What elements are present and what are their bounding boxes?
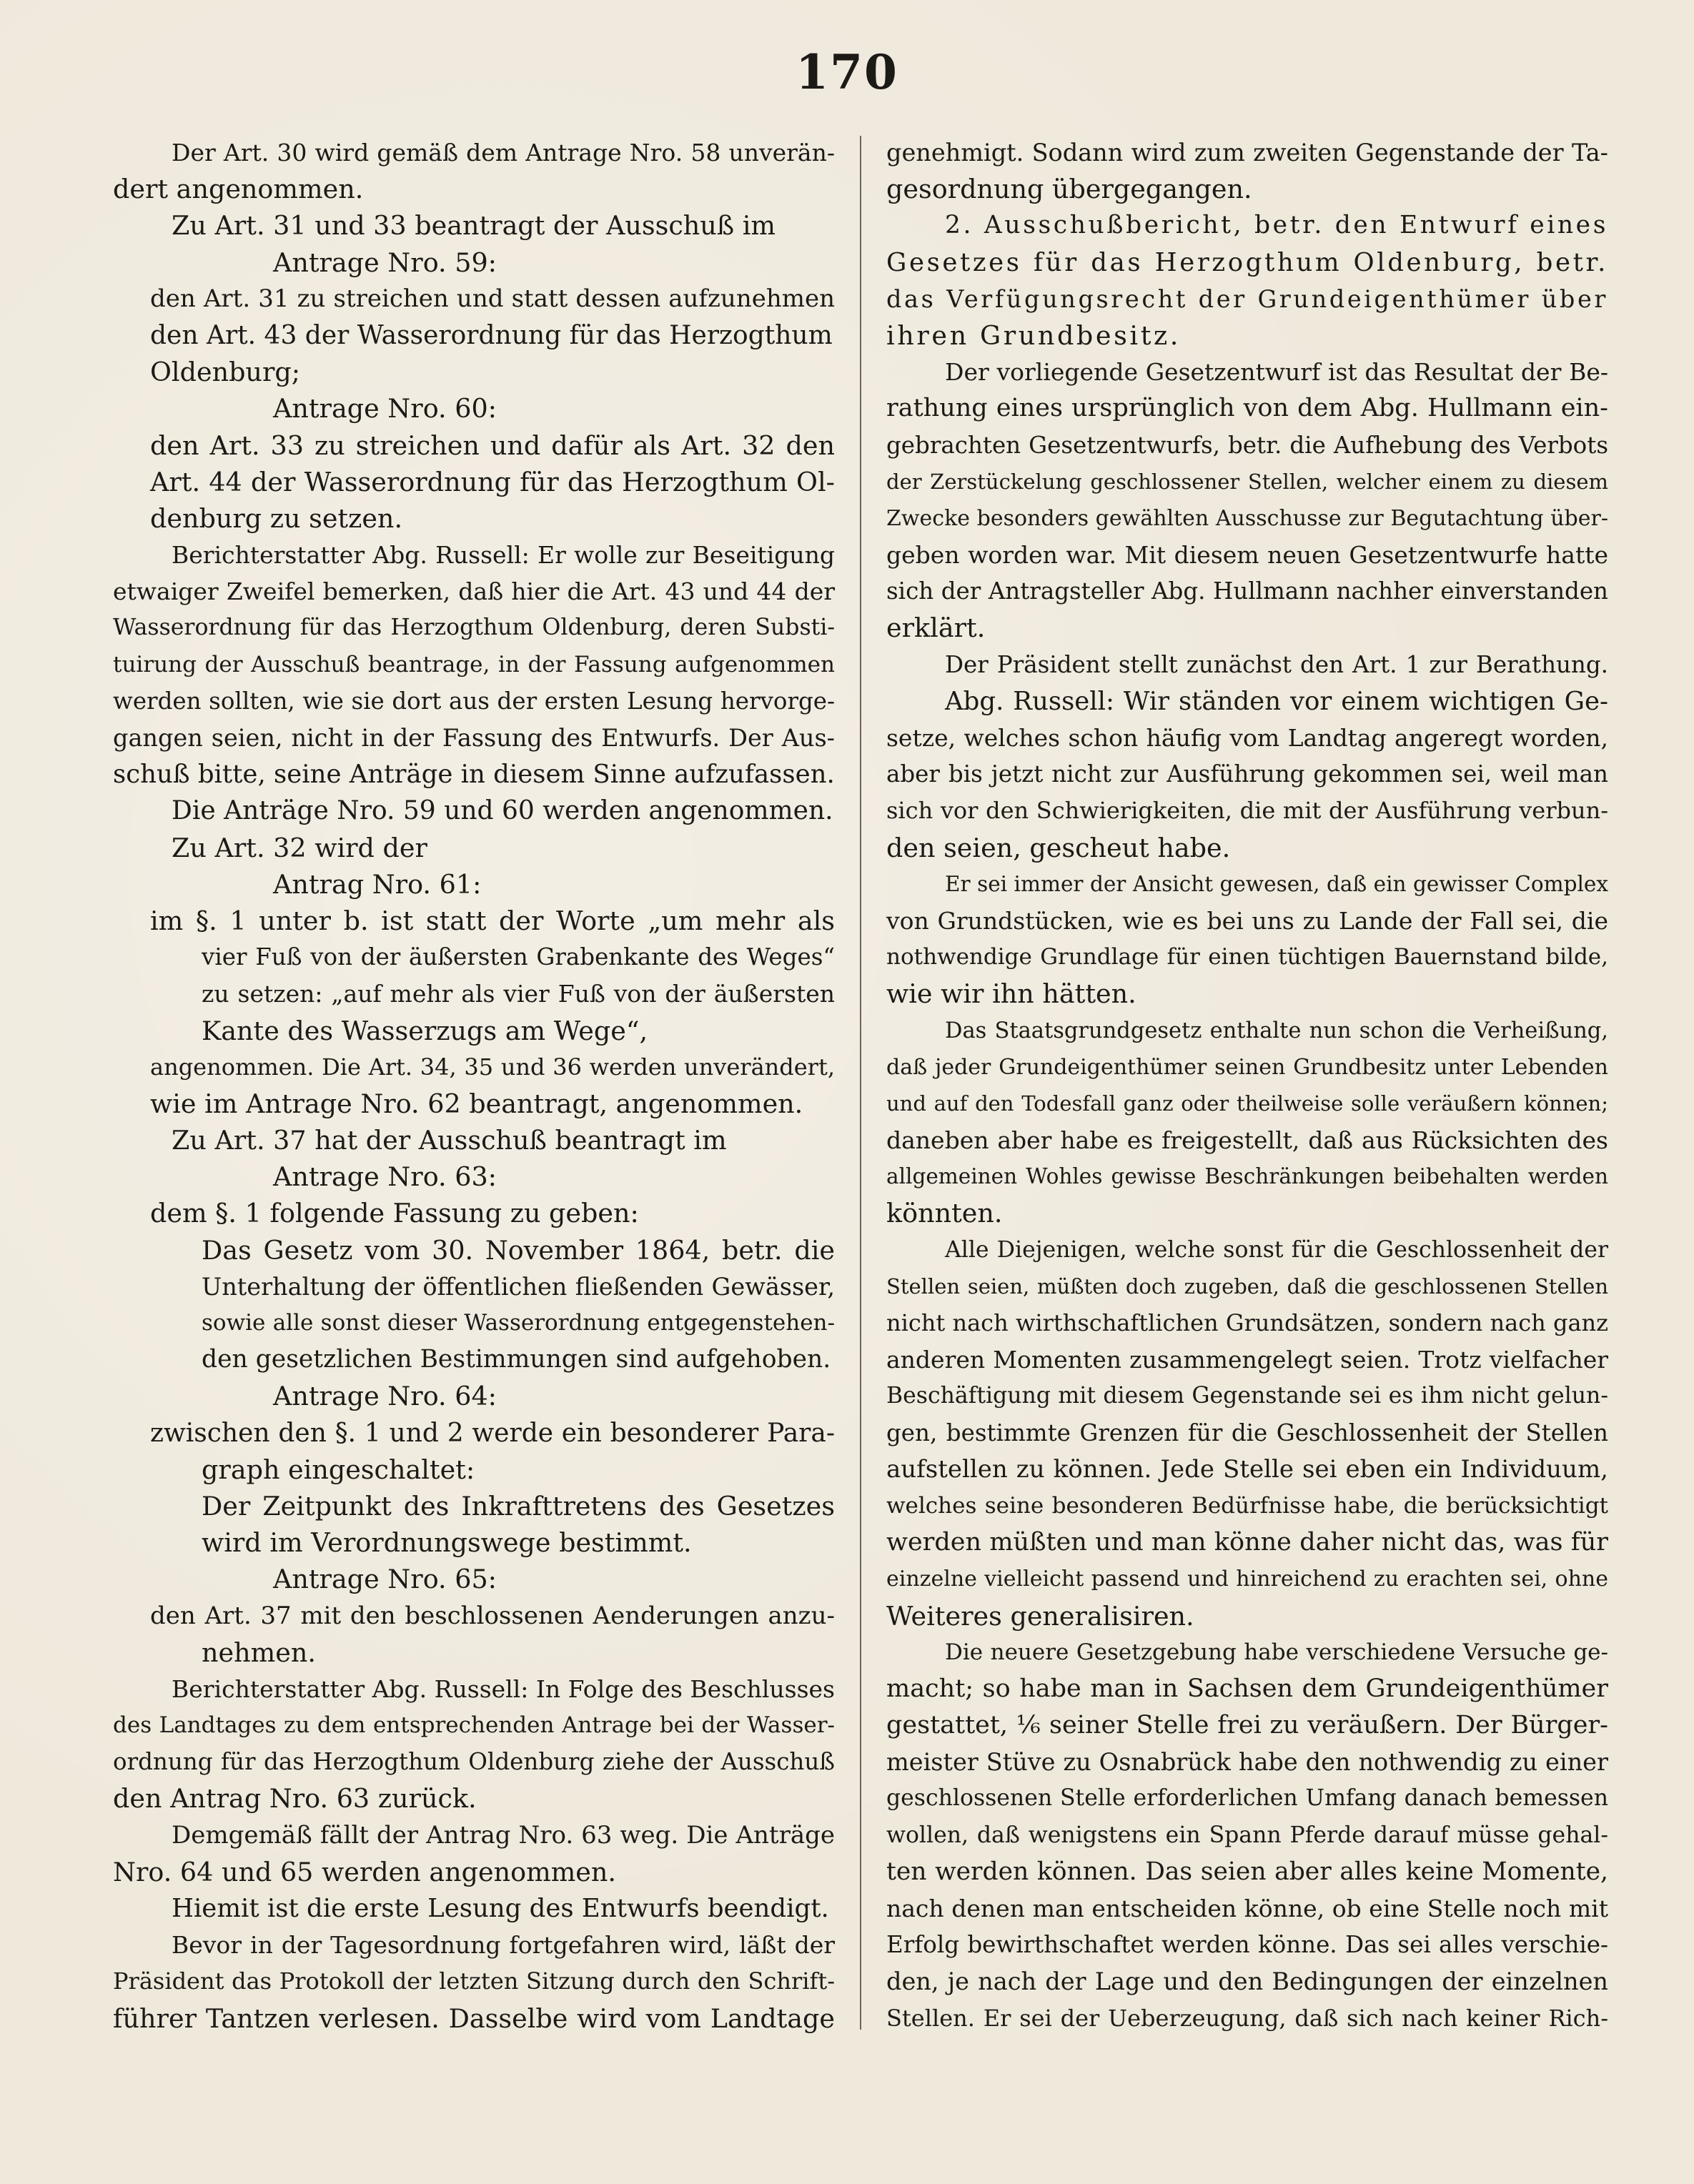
text-line: allgemeinen Wohles gewisse Beschränkungen beibehalten werden (886, 1164, 1608, 1189)
text-line: Der Zeitpunkt des Inkrafttretens des Gesetzes (202, 1490, 835, 1522)
text-line: Die Anträge Nro. 59 und 60 werden angenommen. (172, 796, 833, 826)
text-line: Er sei immer der Ansicht gewesen, daß ein gewisser Complex (945, 871, 1608, 896)
text-line: Wasserordnung für das Herzogthum Oldenburg, deren Substi- (113, 615, 835, 641)
text-line: ordnung für das Herzogthum Oldenburg ziehe der Ausschuß (113, 1748, 835, 1776)
text-line: wie im Antrage Nro. 62 beantragt, angenommen. (150, 1088, 803, 1119)
text-line: zwischen den §. 1 und 2 werde ein besonderer Para- (150, 1418, 835, 1448)
text-line: setze, welches schon häufig vom Landtag angeregt worden, (886, 724, 1608, 752)
text-line: 2. Ausschußbericht, betr. den Entwurf eines (945, 211, 1608, 240)
text-line: welches seine besonderen Bedürfnisse habe, die berücksichtigt (886, 1492, 1608, 1519)
text-line: im §. 1 unter b. ist statt der Worte „um mehr als (150, 905, 835, 936)
text-line: daneben aber habe es freigestellt, daß aus Rücksichten des (886, 1126, 1608, 1155)
text-line: Antrage Nro. 59: (273, 247, 497, 278)
text-line: Unterhaltung der öffentlichen fließenden Gewässer, (202, 1272, 835, 1301)
text-line: Bevor in der Tagesordnung fortgefahren wird, läßt der (172, 1931, 835, 1960)
page-number: 170 (796, 44, 898, 100)
text-line: gesordnung übergegangen. (886, 174, 1252, 205)
text-line: Der Art. 30 wird gemäß dem Antrage Nro. 58 unverän- (172, 139, 835, 167)
text-line: anderen Momenten zusammengelegt seien. Trotz vielfacher (886, 1346, 1608, 1374)
text-line: angenommen. Die Art. 34, 35 und 36 werden unverändert, (150, 1053, 835, 1081)
right-column (886, 134, 1608, 2032)
text-line: ihren Grundbesitz. (886, 319, 1181, 351)
text-line: wie wir ihn hätten. (886, 978, 1136, 1010)
text-line: sich der Antragsteller Abg. Hullmann nachher einverstanden (886, 577, 1608, 605)
text-line: daß jeder Grundeigenthümer seinen Grundbesitz unter Lebenden (886, 1054, 1608, 1080)
text-line: Das Staatsgrundgesetz enthalte nun schon die Verheißung, (945, 1018, 1608, 1043)
text-line: den Art. 37 mit den beschlossenen Aenderungen anzu- (150, 1601, 835, 1630)
text-line: das Verfügungsrecht der Grundeigenthümer über (886, 284, 1608, 313)
text-line: etwaiger Zweifel bemerken, daß hier die Art. 43 und 44 der (113, 577, 835, 606)
text-line: gangen seien, nicht in der Fassung des Entwurfs. Der Aus- (113, 724, 835, 752)
text-line: Erfolg bewirthschaftet werden könne. Das sei alles verschie- (886, 1931, 1608, 1959)
text-line: Hiemit ist die erste Lesung des Entwurfs beendigt. (172, 1894, 829, 1923)
text-line: Präsident das Protokoll der letzten Sitzung durch den Schrift- (113, 1967, 835, 1995)
text-line: Stellen. Er sei der Ueberzeugung, daß sich nach keiner Rich- (886, 2004, 1608, 2032)
text-line: den Art. 31 zu streichen und statt dessen aufzunehmen (150, 284, 835, 313)
text-line: der Zerstückelung geschlossener Stellen, welcher einem zu diesem (886, 469, 1608, 494)
text-line: Oldenburg; (150, 357, 301, 388)
text-line: vier Fuß von der äußersten Grabenkante des Weges“ (202, 943, 835, 971)
left-column (113, 134, 835, 2034)
text-line: sich vor den Schwierigkeiten, die mit der Ausführung verbun- (886, 797, 1608, 825)
text-line: dert angenommen. (113, 174, 364, 205)
text-line: den, je nach der Lage und den Bedingungen der einzelnen (886, 1967, 1608, 1996)
text-line: den gesetzlichen Bestimmungen sind aufgehoben. (202, 1345, 831, 1374)
text-line: erklärt. (886, 612, 986, 644)
text-line: gebrachten Gesetzentwurfs, betr. die Aufhebung des Verbots (886, 431, 1608, 459)
text-line: Zu Art. 37 hat der Ausschuß beantragt im (172, 1125, 727, 1156)
text-line: Abg. Russell: Wir ständen vor einem wichtigen Ge- (945, 686, 1608, 716)
text-line: Art. 44 der Wasserordnung für das Herzogthum Ol- (150, 466, 835, 497)
text-line: gen, bestimmte Grenzen für die Geschlossenheit der Stellen (886, 1419, 1608, 1446)
text-line: Stellen seien, müßten doch zugeben, daß die geschlossenen Stellen (886, 1274, 1608, 1299)
text-line: Antrag Nro. 61: (273, 868, 482, 900)
text-line: wird im Verordnungswege bestimmt. (202, 1527, 692, 1559)
text-line: aber bis jetzt nicht zur Ausführung gekommen sei, weil man (886, 760, 1608, 788)
text-line: Das Gesetz vom 30. November 1864, betr. die (202, 1234, 835, 1266)
column-divider (860, 136, 861, 2030)
text-line: Zu Art. 31 und 33 beantragt der Ausschuß im (172, 210, 776, 242)
text-line: graph eingeschaltet: (202, 1454, 475, 1485)
text-line: Antrage Nro. 65: (273, 1564, 497, 1595)
text-line: Weiteres generalisiren. (886, 1600, 1194, 1632)
text-line: werden müßten und man könne daher nicht das, was für (886, 1528, 1608, 1557)
text-line: Demgemäß fällt der Antrag Nro. 63 weg. Die Anträge (172, 1820, 835, 1850)
text-line: Gesetzes für das Herzogthum Oldenburg, betr. (886, 247, 1608, 277)
text-line: Der vorliegende Gesetzentwurf ist das Resultat der Be- (945, 358, 1608, 387)
text-line: geben worden war. Mit diesem neuen Gesetzentwurfe hatte (886, 541, 1608, 570)
text-line: Die neuere Gesetzgebung habe verschiedene Versuche ge- (945, 1639, 1608, 1665)
text-line: den Antrag Nro. 63 zurück. (113, 1783, 477, 1815)
text-line: Nro. 64 und 65 werden angenommen. (113, 1856, 617, 1887)
text-line: nehmen. (202, 1637, 316, 1668)
text-line: den Art. 43 der Wasserordnung für das Herzogthum (150, 320, 833, 350)
text-line: Zwecke besonders gewählten Ausschusse zur Begutachtung über- (886, 505, 1608, 531)
text-line: den seien, gescheut habe. (886, 832, 1231, 863)
text-line: aufstellen zu können. Jede Stelle sei eben ein Individuum, (886, 1454, 1608, 1484)
text-line: von Grundstücken, wie es bei uns zu Lande der Fall sei, die (886, 906, 1608, 935)
text-line: ten werden können. Das seien aber alles keine Momente, (886, 1857, 1608, 1886)
text-line: Antrage Nro. 64: (273, 1381, 497, 1412)
text-line: rathung eines ursprünglich von dem Abg. Hullmann ein- (886, 394, 1608, 423)
text-line: nicht nach wirthschaftlichen Grundsätzen, sondern nach ganz (886, 1309, 1608, 1336)
text-line: denburg zu setzen. (150, 502, 403, 534)
text-line: und auf den Todesfall ganz oder theilweise solle veräußern können; (886, 1091, 1608, 1116)
text-line: Kante des Wasserzugs am Wege“, (202, 1015, 648, 1046)
text-line: genehmigt. Sodann wird zum zweiten Gegenstande der Ta- (886, 139, 1608, 167)
text-line: sowie alle sonst dieser Wasserordnung entgegenstehen- (202, 1310, 835, 1336)
text-line: den Art. 33 zu streichen und dafür als Art. 32 den (150, 430, 835, 461)
text-line: macht; so habe man in Sachsen dem Grundeigenthümer (886, 1674, 1608, 1703)
text-line: Antrage Nro. 60: (273, 393, 497, 425)
text-line: gestattet, ⅙ seiner Stelle frei zu veräußern. Der Bürger- (886, 1711, 1608, 1740)
text-line: des Landtages zu dem entsprechenden Antrage bei der Wasser- (113, 1712, 835, 1739)
text-line: nothwendige Grundlage für einen tüchtigen Bauernstand bilde, (886, 944, 1608, 971)
text-line: dem §. 1 folgende Fassung zu geben: (150, 1198, 639, 1229)
text-line: geschlossenen Stelle erforderlichen Umfang danach bemessen (886, 1785, 1608, 1812)
text-line: tuirung der Ausschuß beantrage, in der Fassung aufgenommen (113, 651, 835, 677)
text-line: könnten. (886, 1198, 1003, 1229)
text-line: Antrage Nro. 63: (273, 1161, 497, 1193)
text-line: schuß bitte, seine Anträge in diesem Sinne aufzufassen. (113, 760, 835, 790)
text-line: meister Stüve zu Osnabrück habe den nothwendig zu einer (886, 1748, 1608, 1777)
text-line: führer Tantzen verlesen. Dasselbe wird vom Landtage (113, 2002, 835, 2034)
text-line: zu setzen: „auf mehr als vier Fuß von der äußersten (202, 980, 835, 1008)
text-line: Der Präsident stellt zunächst den Art. 1 zur Berathung. (945, 650, 1608, 678)
text-line: Alle Diejenigen, welche sonst für die Geschlossenheit der (945, 1236, 1608, 1263)
text-line: einzelne vielleicht passend und hinreichend zu erachten sei, ohne (886, 1567, 1608, 1592)
text-line: Zu Art. 32 wird der (172, 832, 427, 863)
text-line: werden sollten, wie sie dort aus der ersten Lesung hervorge- (113, 687, 835, 715)
text-line: wollen, daß wenigstens ein Spann Pferde darauf müsse gehal- (886, 1822, 1608, 1848)
text-line: Beschäftigung mit diesem Gegenstande sei es ihm nicht gelun- (886, 1383, 1608, 1409)
text-line: Berichterstatter Abg. Russell: In Folge des Beschlusses (172, 1674, 835, 1703)
text-line: nach denen man entscheiden könne, ob eine Stelle noch mit (886, 1895, 1608, 1922)
text-line: Berichterstatter Abg. Russell: Er wolle zur Beseitigung (172, 541, 835, 570)
